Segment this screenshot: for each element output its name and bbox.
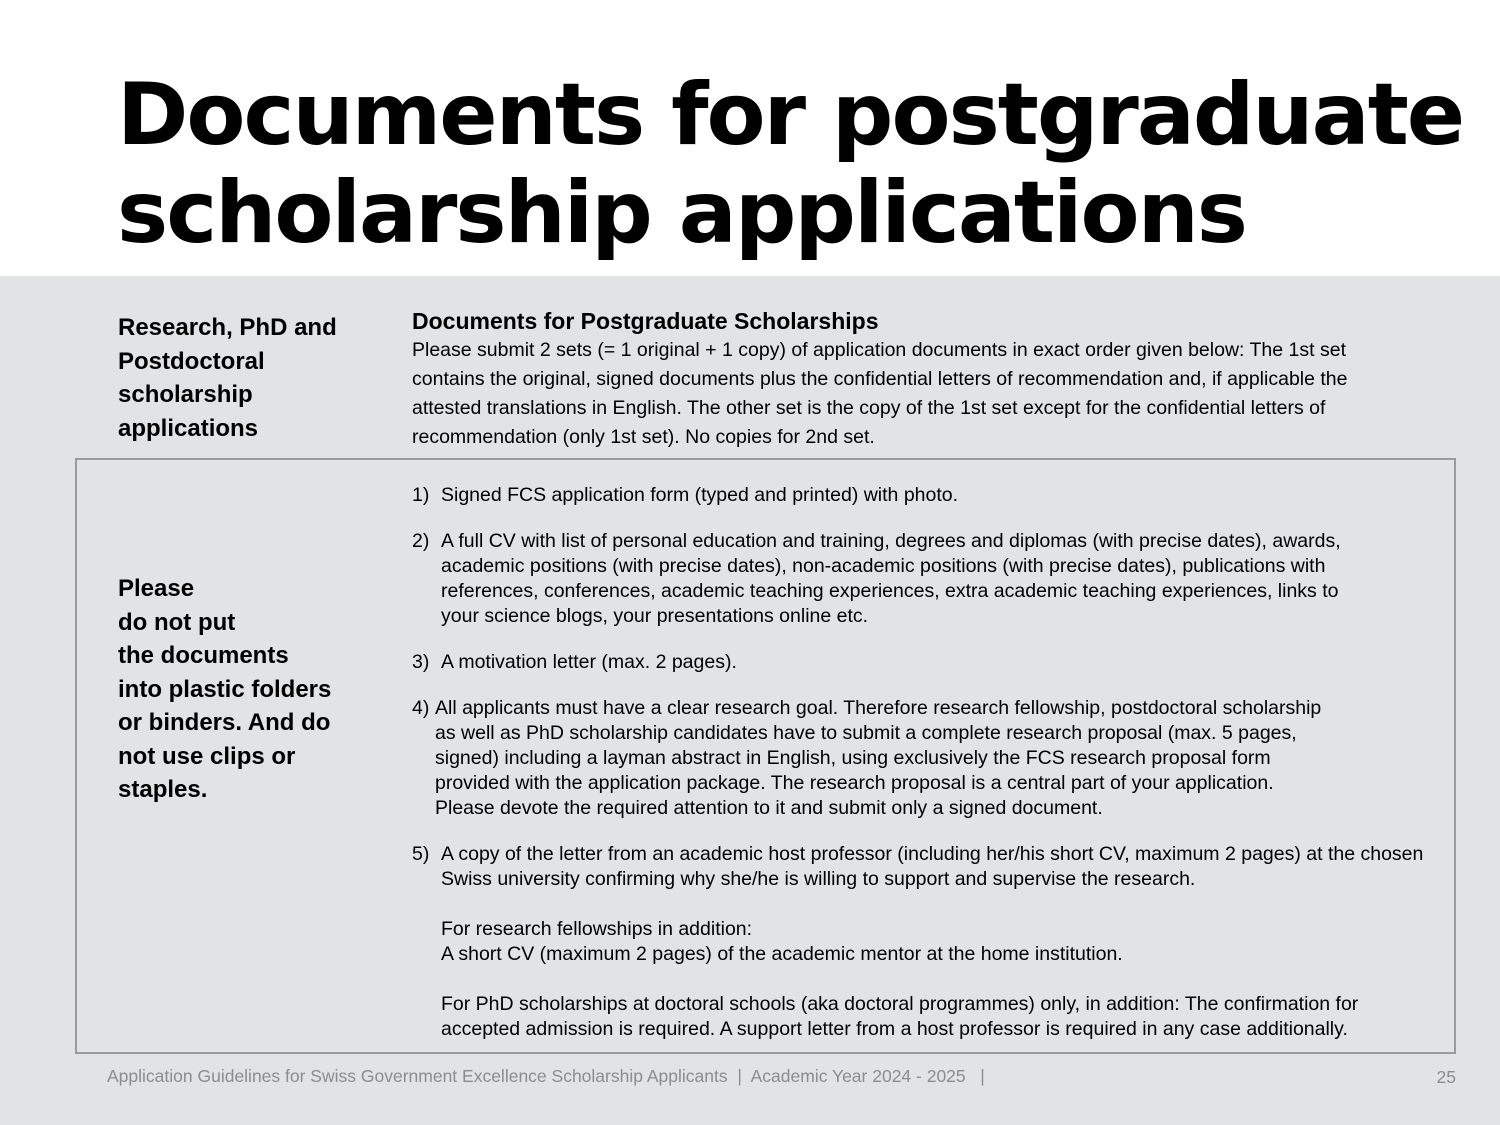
page-title [117, 66, 1463, 262]
item-number: 1) [412, 484, 441, 506]
sub-text: A short CV (maximum 2 pages) of the academic mentor at the home institution. [441, 943, 1123, 965]
side-heading-line: applications [118, 414, 259, 442]
side-note [118, 572, 378, 807]
title-line-2: scholarship applications [117, 163, 1246, 263]
side-note-line: into plastic folders [118, 675, 332, 703]
intro-text: Please submit 2 sets (= 1 original + 1 copy) of application documents in exact order given below: The 1st set contains the original, signed documents plus the confidential letters of recommendation and, if applicable the attested translations in English. The other set is the copy of the 1st set except for the confidential letters of recommendation (only 1st set). No copies for 2nd set. [412, 339, 1348, 448]
item-number: 2) [412, 530, 441, 552]
sub-heading: For research fellowships in addition: [441, 918, 753, 940]
intro-section [412, 306, 1422, 452]
list-item [412, 696, 1432, 821]
item-text: A motivation letter (max. 2 pages). [441, 651, 737, 673]
side-note-line: or binders. And do [118, 709, 331, 736]
intro-heading: Documents for Postgraduate Scholarships [412, 308, 879, 334]
item-text: All applicants must have a clear research goal. Therefore research fellowship, postdoctoral scholarship as well as PhD scholarship candidates have to submit a complete research proposal (max. 5 pages, signed) including a layman abstract in English, using exclusively the FCS research proposal form provided with the application package. The research proposal is a central part of your application. Please devote the required attention to it and submit only a signed document. [435, 697, 1322, 819]
item-number: 4) [412, 697, 435, 719]
item-number: 3) [412, 651, 441, 673]
side-heading-line: scholarship [118, 381, 253, 408]
list-item [412, 842, 1432, 1042]
side-heading-line: Postdoctoral [118, 347, 265, 375]
list-item [412, 650, 1432, 675]
item-text: A copy of the letter from an academic host professor (including her/his short CV, maximum 2 pages) at the chosen Swiss university confirming why she/he is willing to support and supervise the research. [441, 843, 1424, 890]
side-note-line: Please [118, 575, 195, 602]
title-line-1: Documents for postgraduate [117, 65, 1464, 165]
page-number: 25 [1436, 1067, 1456, 1087]
side-note-line: not use clips or [118, 742, 296, 770]
footer-text: Application Guidelines for Swiss Government Excellence Scholarship Applicants | Academic Year 2024 - 2025 | [107, 1066, 985, 1086]
item-text: Signed FCS application form (typed and printed) with photo. [441, 484, 959, 506]
side-note-line: the documents [118, 642, 289, 669]
side-heading [118, 311, 378, 445]
documents-list [412, 483, 1432, 1063]
side-note-line: do not put [118, 608, 236, 636]
list-item [412, 483, 1432, 508]
list-item [412, 529, 1432, 629]
side-heading-line: Research, PhD and [118, 314, 337, 341]
item-number: 5) [412, 843, 441, 865]
item-text: A full CV with list of personal education and training, degrees and diplomas (with precise dates), awards, academic positions (with precise dates), non-academic positions (with precise dates), publications with references, conferences, academic teaching experiences, extra academic teaching experiences, links to your science blogs, your presentations online etc. [441, 530, 1341, 627]
sub-text: For PhD scholarships at doctoral schools (aka doctoral programmes) only, in addition: The confirmation for accepted admission is required. A support letter from a host professor is required in any case additionally. [441, 993, 1359, 1040]
side-note-line: staples. [118, 776, 208, 803]
